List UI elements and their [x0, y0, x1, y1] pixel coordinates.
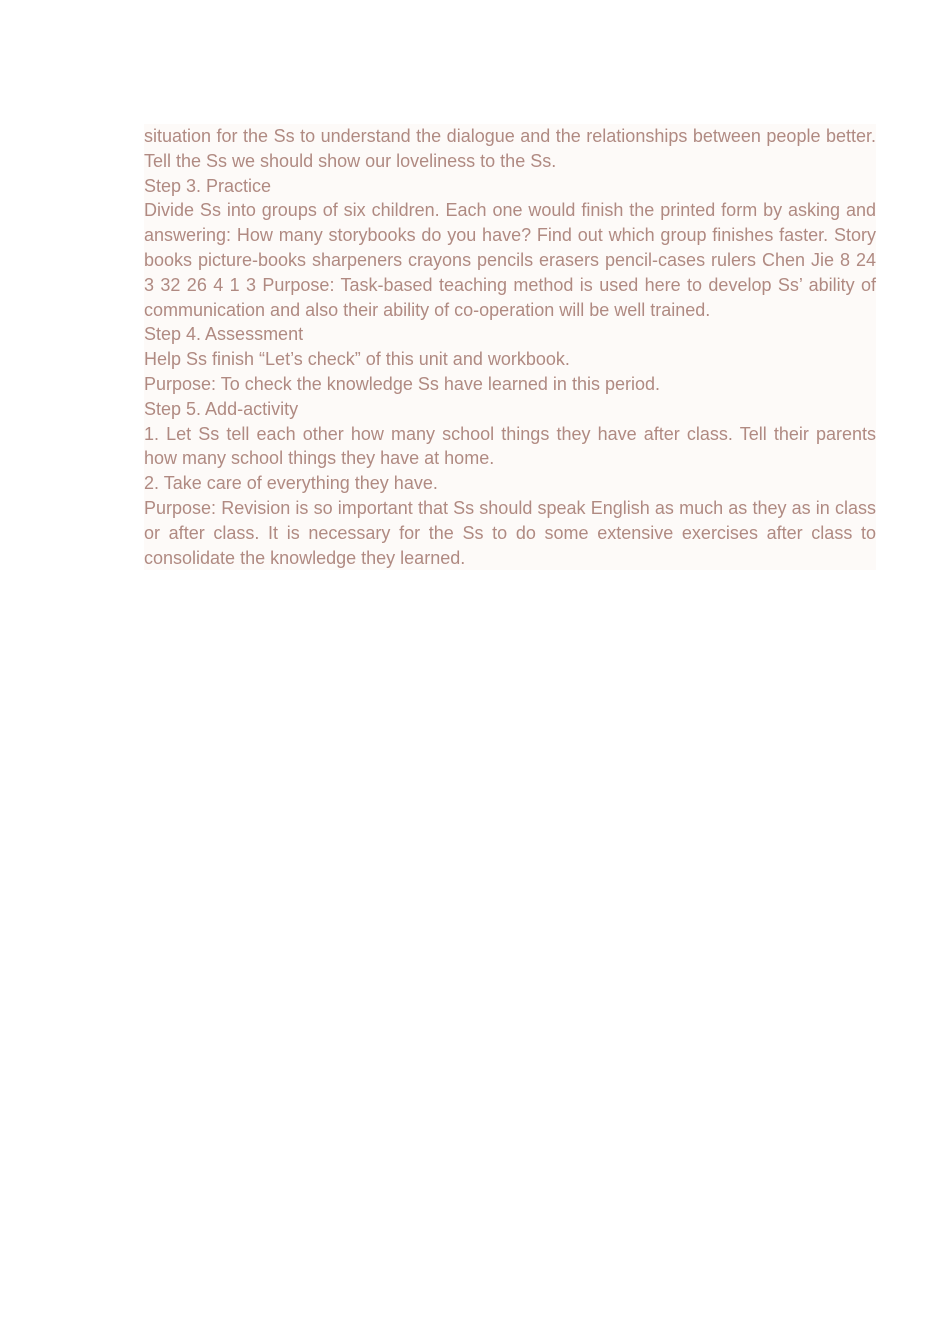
heading-step-5-add-activity: Step 5. Add-activity: [144, 398, 299, 419]
paragraph-add-activity-2: 2. Take care of everything they have.: [144, 473, 438, 494]
paragraph-add-activity-1: 1. Let Ss tell each other how many school things they have after class. Tell their parents how many school things they have at home.: [144, 423, 876, 469]
heading-step-3-practice: Step 3. Practice: [144, 175, 272, 196]
lesson-plan-text: [144, 124, 876, 570]
paragraph-situation: situation for the Ss to understand the dialogue and the relationships between people better. Tell the Ss we should show our loveliness to the Ss.: [144, 126, 876, 171]
paragraph-assessment: Help Ss finish “Let’s check” of this unit and workbook.: [144, 349, 570, 370]
paragraph-assessment-purpose: Purpose: To check the knowledge Ss have learned in this period.: [144, 373, 660, 394]
paragraph-practice: Divide Ss into groups of six children. Each one would finish the printed form by asking and answering: How many storybooks do you have? Find out which group finishes faster. Story books picture-books sharpeners crayons pencils erasers pencil-cases rulers Chen Jie 8 24 3 32 26 4 1 3 Purpose: Task-based teaching method is used here to develop Ss’ ability of communication and also their ability of co-operation will be well trained.: [144, 200, 876, 320]
paragraph-add-activity-purpose: Purpose: Revision is so important that Ss should speak English as much as they as in class or after class. It is necessary for the Ss to do some extensive exercises after class to consolidate the knowledge they learned.: [144, 497, 876, 568]
heading-step-4-assessment: Step 4. Assessment: [144, 324, 304, 345]
